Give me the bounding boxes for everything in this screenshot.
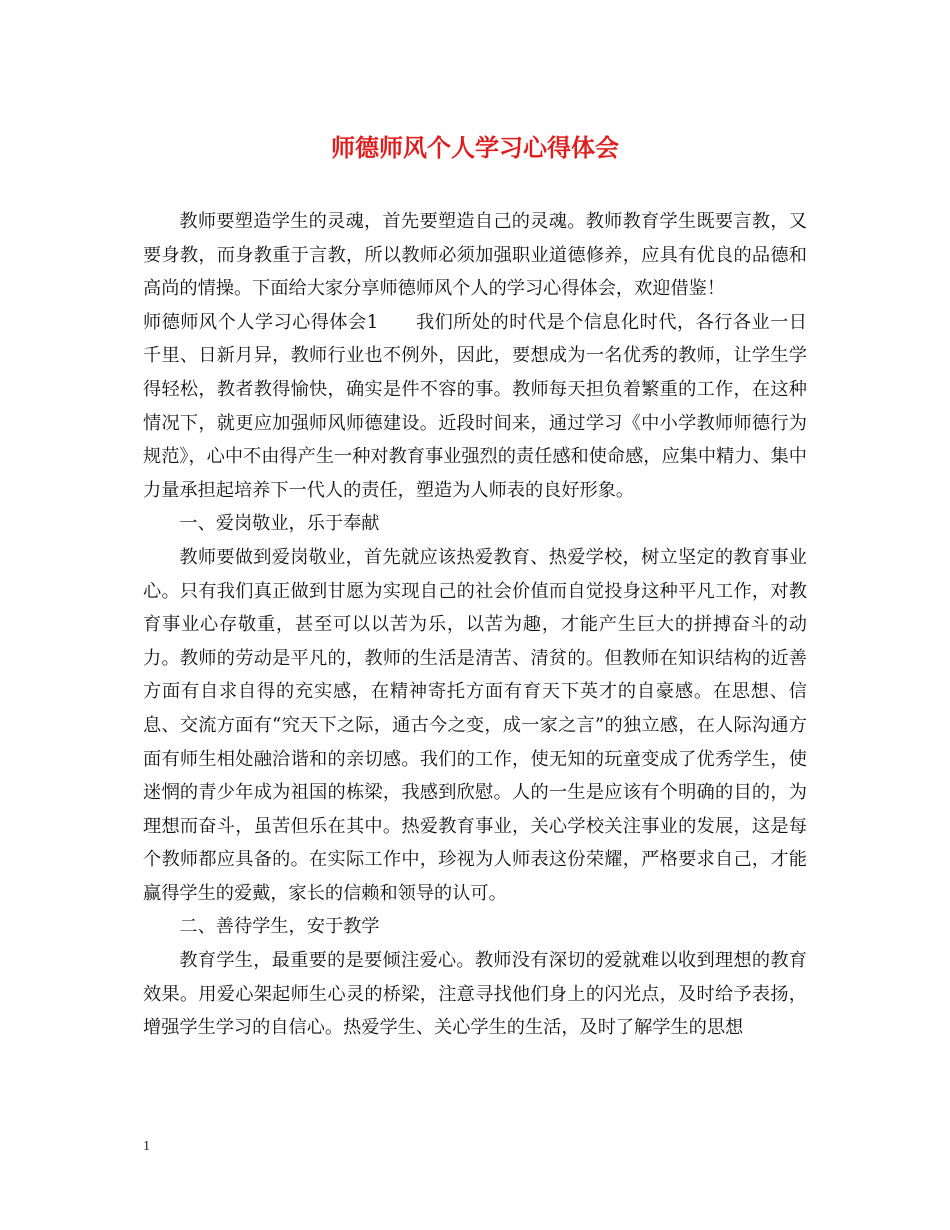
page-number: 1 bbox=[143, 1139, 150, 1154]
paragraph-section-1: 教师要做到爱岗敬业，首先就应该热爱教育、热爱学校，树立坚定的教育事业心。只有我们真正做到甘愿为实现自己的社会价值而自觉投身这种平凡工作，对教育事业心存敬重，甚至可以以苦为乐，以苦为趣，才能产生巨大的拼搏奋斗的动力。教师的劳动是平凡的，教师的生活是清苦、清贫的。但教师在知识结构的近善方面有自求自得的充实感，在精神寄托方面有育天下英才的自豪感。在思想、信息、交流方面有“究天下之际，通古今之变，成一家之言”的独立感，在人际沟通方面有师生相处融洽谐和的亲切感。我们的工作，使无知的玩童变成了优秀学生，使迷惘的青少年成为祖国的栋梁，我感到欣慰。人的一生是应该有个明确的目的，为理想而奋斗，虽苦但乐在其中。热爱教育事业，关心学校关注事业的发展，这是每个教师都应具备的。在实际工作中，珍视为人师表这份荣耀，严格要求自己，才能赢得学生的爱戴，家长的信赖和领导的认可。 bbox=[143, 546, 807, 904]
section-heading-2: 二、善待学生，安于教学 bbox=[179, 916, 380, 938]
paragraph-intro: 教师要塑造学生的灵魂，首先要塑造自己的灵魂。教师教育学生既要言教，又要身教，而身教重于言教，所以教师必须加强职业道德修养，应具有优良的品德和高尚的情操。下面给大家分享师德师风个人的学习心得体会，欢迎借鉴！ bbox=[143, 211, 807, 300]
section-heading-1: 一、爱岗敬业，乐于奉献 bbox=[179, 513, 380, 535]
document-body bbox=[143, 205, 807, 1045]
document-title: 师德师风个人学习心得体会 bbox=[331, 133, 619, 162]
paragraph-section-2: 教育学生，最重要的是要倾注爱心。教师没有深切的爱就难以收到理想的教育效果。用爱心架起师生心灵的桥梁，注意寻找他们身上的闪光点，及时给予表扬，增强学生学习的自信心。热爱学生、关心学生的生活，及时了解学生的思想 bbox=[143, 950, 807, 1039]
paragraph-part-1: 师德师风个人学习心得体会1 我们所处的时代是个信息化时代，各行各业一日千里、日新月异，教师行业也不例外，因此，要想成为一名优秀的教师，让学生学得轻松，教者教得愉快，确实是件不容的事。教师每天担负着繁重的工作，在这种情况下，就更应加强师风师德建设。近段时间来，通过学习《中小学教师师德行为规范》，心中不由得产生一种对教育事业强烈的责任感和使命感，应集中精力、集中力量承担起培养下一代人的责任，塑造为人师表的良好形象。 bbox=[143, 311, 807, 501]
